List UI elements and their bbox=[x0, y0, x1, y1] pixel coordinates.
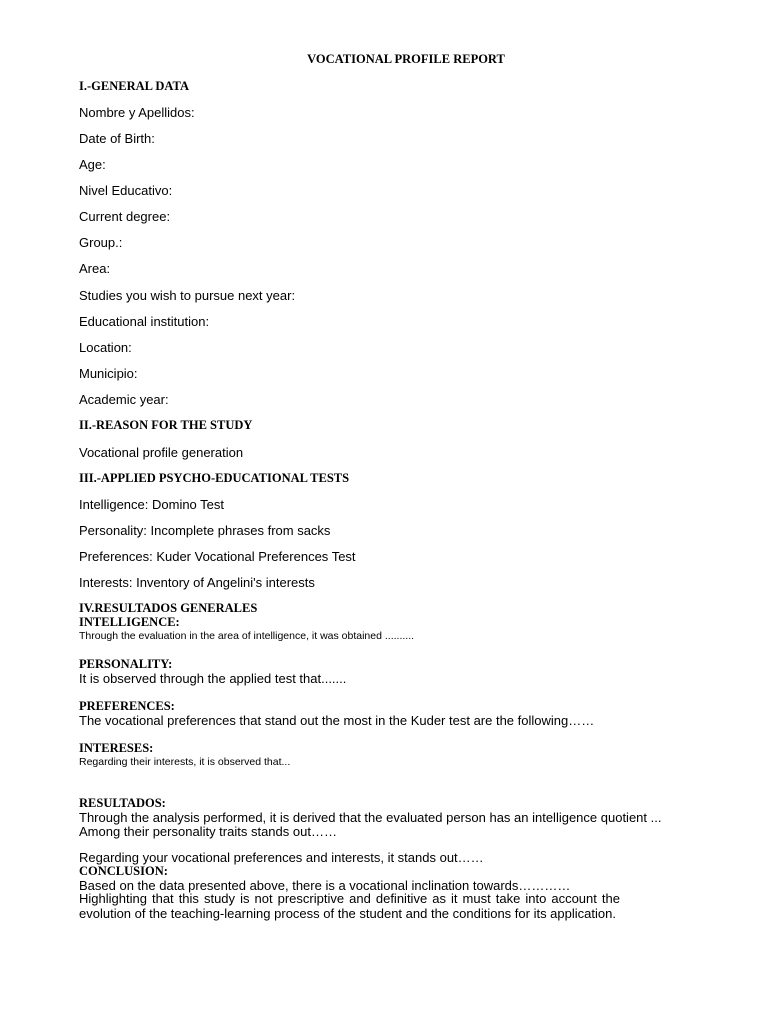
interests-heading: INTERESES: bbox=[79, 741, 154, 755]
test-preferences: Preferences: Kuder Vocational Preferences Test bbox=[79, 549, 356, 564]
section-results-heading: IV.RESULTADOS GENERALES bbox=[79, 601, 258, 615]
test-personality: Personality: Incomplete phrases from sacks bbox=[79, 523, 331, 538]
conclusion-heading: CONCLUSION: bbox=[79, 864, 168, 878]
field-educational-institution: Educational institution: bbox=[79, 314, 210, 329]
field-municipality: Municipio: bbox=[79, 366, 138, 381]
results-heading: RESULTADOS: bbox=[79, 796, 166, 810]
test-intelligence: Intelligence: Domino Test bbox=[79, 497, 225, 512]
personality-text: It is observed through the applied test that....... bbox=[79, 671, 347, 686]
results-line-1: Through the analysis performed, it is derived that the evaluated person has an intelligence quotient ... bbox=[79, 810, 662, 825]
preferences-text: The vocational preferences that stand out the most in the Kuder test are the following…… bbox=[79, 713, 595, 728]
conclusion-line-2: Highlighting that this study is not prescriptive and definitive as it must take into account the evolution of the teaching-learning process of the student and the conditions for its application. bbox=[79, 891, 620, 921]
report-title: VOCATIONAL PROFILE REPORT bbox=[307, 52, 505, 66]
results-line-2: Among their personality traits stands out…… bbox=[79, 824, 337, 839]
personality-heading: PERSONALITY: bbox=[79, 657, 173, 671]
field-area: Area: bbox=[79, 261, 111, 276]
field-full-name: Nombre y Apellidos: bbox=[79, 105, 195, 120]
results-line-3: Regarding your vocational preferences and interests, it stands out…… bbox=[79, 850, 484, 865]
field-location: Location: bbox=[79, 340, 132, 355]
preferences-heading: PREFERENCES: bbox=[79, 699, 175, 713]
section-reason-heading: II.-REASON FOR THE STUDY bbox=[79, 418, 253, 432]
intelligence-heading: INTELLIGENCE: bbox=[79, 615, 180, 629]
field-date-of-birth: Date of Birth: bbox=[79, 131, 155, 146]
field-current-degree: Current degree: bbox=[79, 209, 171, 224]
section-tests-heading: III.-APPLIED PSYCHO-EDUCATIONAL TESTS bbox=[79, 471, 350, 485]
conclusion-line-1: Based on the data presented above, there is a vocational inclination towards………… bbox=[79, 878, 571, 893]
test-interests: Interests: Inventory of Angelini's interests bbox=[79, 575, 315, 590]
intelligence-text: Through the evaluation in the area of intelligence, it was obtained .......... bbox=[79, 630, 415, 642]
section-general-data-heading: I.-GENERAL DATA bbox=[79, 79, 189, 93]
reason-text: Vocational profile generation bbox=[79, 445, 244, 460]
field-group: Group.: bbox=[79, 235, 123, 250]
field-studies-next-year: Studies you wish to pursue next year: bbox=[79, 288, 296, 303]
interests-text: Regarding their interests, it is observed that... bbox=[79, 756, 291, 768]
field-education-level: Nivel Educativo: bbox=[79, 183, 173, 198]
field-age: Age: bbox=[79, 157, 106, 172]
field-academic-year: Academic year: bbox=[79, 392, 169, 407]
